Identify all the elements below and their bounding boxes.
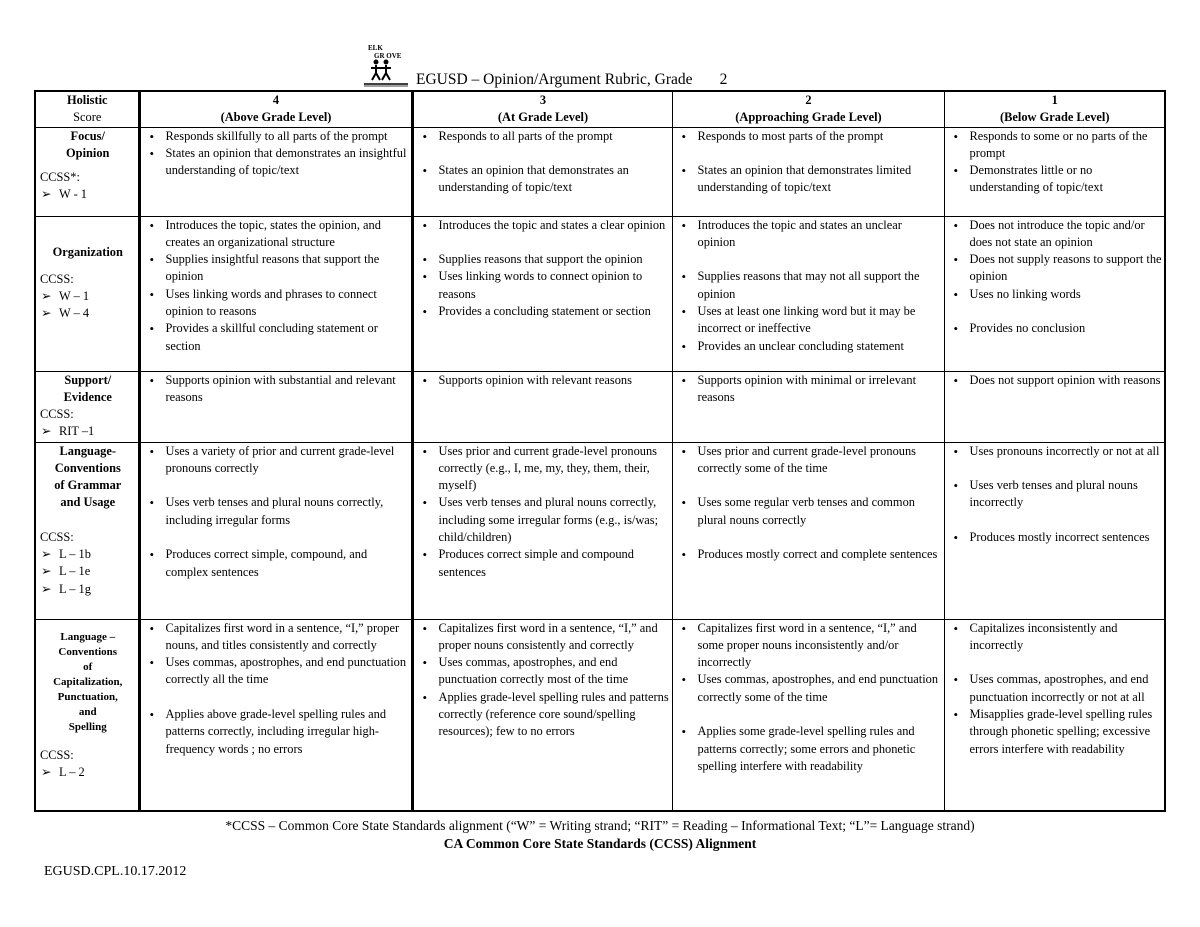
standard-code: W – 4: [59, 306, 90, 321]
row-capitalization-spelling: [35, 619, 1165, 811]
cell-support-4: [139, 371, 412, 442]
criterion-focus-opinion: [35, 127, 139, 216]
standard-code: L – 1b: [59, 547, 91, 562]
page-header: [0, 44, 1200, 92]
list-item: • Uses prior and current grade-level pronouns correctly (e.g., I, me, my, they, them, their, myself): [417, 443, 670, 495]
criterion-support-evidence: [35, 371, 139, 442]
arrow-bullet-icon: ➢: [41, 289, 52, 304]
list-item: • Applies above grade-level spelling rules and patterns correctly, including irregular high-frequency words ; no errors: [144, 706, 409, 758]
cell-capitalization-1: [944, 619, 1165, 811]
cell-organization-3: [412, 216, 672, 371]
ccss-label: CCSS:: [40, 407, 74, 422]
standard-item: [40, 186, 136, 203]
standard-code: L – 1e: [59, 564, 91, 579]
list-item: • Capitalizes first word in a sentence, “I,” and some proper nouns inconsistently and/or incorrectly: [676, 620, 942, 672]
list-item: • Uses verb tenses and plural nouns correctly, including irregular forms: [144, 494, 409, 529]
list-item: • Provides a concluding statement or section: [417, 303, 670, 320]
list-item: • Uses commas, apostrophes, and end punctuation correctly all the time: [144, 654, 409, 689]
criterion-name: of: [83, 660, 93, 673]
row-focus-opinion: [35, 127, 1165, 216]
row-support-evidence: [35, 371, 1165, 442]
label-2: (Approaching Grade Level): [735, 110, 882, 125]
header-level-2: [672, 91, 944, 127]
list-item: • States an opinion that demonstrates an insightful understanding of topic/text: [144, 145, 409, 180]
header-holistic-score: [35, 91, 139, 127]
standard-code: L – 2: [59, 764, 85, 779]
list-item: • Supports opinion with minimal or irrelevant reasons: [676, 372, 942, 407]
standard-item: [40, 546, 136, 563]
list-item: • Introduces the topic, states the opinion, and creates an organizational structure: [144, 217, 409, 252]
criterion-name: Evidence: [63, 389, 112, 404]
cell-grammar-2: [672, 442, 944, 619]
criterion-name: Focus/: [70, 128, 105, 143]
cell-capitalization-4: [139, 619, 412, 811]
cell-focus-2: [672, 127, 944, 216]
criterion-grammar-usage: [35, 442, 139, 619]
header-level-1: [944, 91, 1165, 127]
arrow-bullet-icon: ➢: [41, 764, 52, 779]
list-item: • Provides an unclear concluding statement: [676, 338, 942, 355]
row-grammar-usage: [35, 442, 1165, 619]
standard-item: [40, 288, 136, 305]
ccss-label: CCSS:: [40, 271, 74, 286]
list-item: • Introduces the topic and states an unclear opinion: [676, 217, 942, 252]
cell-organization-2: [672, 216, 944, 371]
list-item: • Uses commas, apostrophes, and end punctuation correctly most of the time: [417, 654, 670, 689]
standard-item: [40, 423, 136, 440]
list-item: • Uses some regular verb tenses and common plural nouns correctly: [676, 494, 942, 529]
list-item: • Uses pronouns incorrectly or not at all: [948, 443, 1163, 460]
cell-organization-1: [944, 216, 1165, 371]
arrow-bullet-icon: ➢: [41, 424, 52, 439]
header-row: [35, 91, 1165, 127]
list-item: • Uses verb tenses and plural nouns incorrectly: [948, 477, 1163, 512]
document-code: EGUSD.CPL.10.17.2012: [44, 864, 187, 879]
header-holistic: Holistic: [66, 93, 108, 107]
list-item: • Provides a skillful concluding statement or section: [144, 320, 409, 355]
list-item: • Uses a variety of prior and current grade-level pronouns correctly: [144, 443, 409, 478]
list-item: • Produces correct simple and compound sentences: [417, 546, 670, 581]
list-item: • Capitalizes first word in a sentence, “I,” and proper nouns consistently and correctly: [417, 620, 670, 655]
cell-focus-3: [412, 127, 672, 216]
list-item: • Introduces the topic and states a clear opinion: [417, 217, 670, 234]
list-item: • Supports opinion with substantial and relevant reasons: [144, 372, 409, 407]
criterion-name: Opinion: [66, 145, 110, 160]
list-item: • Supplies reasons that may not all support the opinion: [676, 268, 942, 303]
arrow-bullet-icon: ➢: [41, 306, 52, 321]
footnote-alignment-title: CA Common Core State Standards (CCSS) Alignment: [443, 836, 757, 851]
list-item: • Uses linking words to connect opinion to reasons: [417, 268, 670, 303]
criterion-name: and Usage: [60, 495, 116, 510]
list-item: • Responds skillfully to all parts of the prompt: [144, 128, 409, 145]
logo-text-top: ELK: [368, 44, 383, 52]
cell-grammar-4: [139, 442, 412, 619]
standard-item: [40, 563, 136, 580]
standard-code: W – 1: [59, 289, 90, 304]
list-item: • Uses commas, apostrophes, and end punctuation incorrectly or not at all: [948, 671, 1163, 706]
header-level-3: [412, 91, 672, 127]
list-item: • Capitalizes inconsistently and incorrectly: [948, 620, 1163, 655]
ccss-label: CCSS:: [40, 747, 74, 762]
criterion-name: Organization: [52, 244, 123, 259]
list-item: • Uses commas, apostrophes, and end punctuation correctly some of the time: [676, 671, 942, 706]
list-item: • Produces mostly correct and complete sentences: [676, 546, 942, 563]
criterion-capitalization-spelling: [35, 619, 139, 811]
criterion-name: of Grammar: [54, 478, 122, 493]
criterion-name: Capitalization,: [53, 675, 123, 688]
standard-code: RIT –1: [59, 424, 95, 439]
arrow-bullet-icon: ➢: [41, 187, 52, 202]
cell-grammar-3: [412, 442, 672, 619]
score-3: 3: [539, 93, 547, 107]
list-item: • Produces correct simple, compound, and complex sentences: [144, 546, 409, 581]
standard-item: [40, 305, 136, 322]
cell-grammar-1: [944, 442, 1165, 619]
header-score: Score: [73, 110, 102, 125]
criterion-name: Language –: [60, 630, 116, 643]
cell-support-1: [944, 371, 1165, 442]
standard-code: W - 1: [59, 187, 87, 202]
list-item: • Uses no linking words: [948, 286, 1163, 303]
list-item: • States an opinion that demonstrates limited understanding of topic/text: [676, 162, 942, 197]
list-item: • Capitalizes first word in a sentence, “I,” proper nouns, and titles consistently and correctly: [144, 620, 409, 655]
children-figures-icon: [364, 58, 408, 88]
label-1: (Below Grade Level): [1000, 110, 1110, 125]
list-item: • States an opinion that demonstrates an understanding of topic/text: [417, 162, 670, 197]
rubric-table: [34, 90, 1166, 812]
cell-focus-4: [139, 127, 412, 216]
cell-support-3: [412, 371, 672, 442]
elk-grove-logo: [362, 44, 406, 88]
logo-text-bottom: GR OVE: [374, 52, 402, 60]
criterion-name: Conventions: [58, 645, 118, 658]
cell-focus-1: [944, 127, 1165, 216]
page-title: EGUSD – Opinion/Argument Rubric, Grade 2: [416, 71, 728, 88]
score-1: 1: [1051, 93, 1058, 107]
list-item: • Supplies reasons that support the opinion: [417, 251, 670, 268]
list-item: • Applies some grade-level spelling rules and patterns correctly; some errors and phonetic spelling interfere with readability: [676, 723, 942, 775]
list-item: • Demonstrates little or no understanding of topic/text: [948, 162, 1163, 197]
list-item: • Responds to some or no parts of the prompt: [948, 128, 1163, 163]
header-level-4: [139, 91, 412, 127]
list-item: • Supplies insightful reasons that support the opinion: [144, 251, 409, 286]
list-item: • Uses verb tenses and plural nouns correctly, including some irregular forms (e.g., is/was; child/children): [417, 494, 670, 546]
list-item: • Uses linking words and phrases to connect opinion to reasons: [144, 286, 409, 321]
criterion-name: Spelling: [68, 720, 107, 733]
list-item: • Misapplies grade-level spelling rules through phonetic spelling; excessive errors interfere with readability: [948, 706, 1163, 758]
standard-item: [40, 581, 136, 598]
list-item: • Does not introduce the topic and/or does not state an opinion: [948, 217, 1163, 252]
footnote: *CCSS – Common Core State Standards alignment (“W” = Writing strand; “RIT” = Reading – Informational Text; “L”= Language strand): [225, 818, 975, 833]
ccss-label: CCSS:: [40, 529, 74, 544]
cell-organization-4: [139, 216, 412, 371]
criterion-name: and: [78, 705, 97, 718]
criterion-name: Punctuation,: [57, 690, 118, 703]
cell-capitalization-3: [412, 619, 672, 811]
score-2: 2: [805, 93, 812, 107]
arrow-bullet-icon: ➢: [41, 581, 52, 596]
list-item: • Does not supply reasons to support the opinion: [948, 251, 1163, 286]
list-item: • Provides no conclusion: [948, 320, 1163, 337]
criterion-organization: [35, 216, 139, 371]
arrow-bullet-icon: ➢: [41, 547, 52, 562]
cell-support-2: [672, 371, 944, 442]
list-item: • Responds to all parts of the prompt: [417, 128, 670, 145]
cell-capitalization-2: [672, 619, 944, 811]
list-item: • Produces mostly incorrect sentences: [948, 529, 1163, 546]
list-item: • Does not support opinion with reasons: [948, 372, 1163, 389]
list-item: • Uses prior and current grade-level pronouns correctly some of the time: [676, 443, 942, 478]
list-item: • Supports opinion with relevant reasons: [417, 372, 670, 389]
list-item: • Responds to most parts of the prompt: [676, 128, 942, 145]
list-item: • Applies grade-level spelling rules and patterns correctly (reference core sound/spelling resources); few to no errors: [417, 689, 670, 741]
standard-item: [40, 764, 136, 781]
criterion-name: Conventions: [54, 460, 121, 475]
row-organization: [35, 216, 1165, 371]
label-3: (At Grade Level): [497, 110, 589, 125]
standard-code: L – 1g: [59, 581, 91, 596]
criterion-name: Language-: [59, 443, 116, 458]
label-4: (Above Grade Level): [220, 110, 332, 125]
criterion-name: Support/: [64, 372, 112, 387]
list-item: • Uses at least one linking word but it may be incorrect or ineffective: [676, 303, 942, 338]
score-4: 4: [272, 93, 280, 107]
arrow-bullet-icon: ➢: [41, 564, 52, 579]
ccss-label: CCSS*:: [40, 170, 80, 185]
